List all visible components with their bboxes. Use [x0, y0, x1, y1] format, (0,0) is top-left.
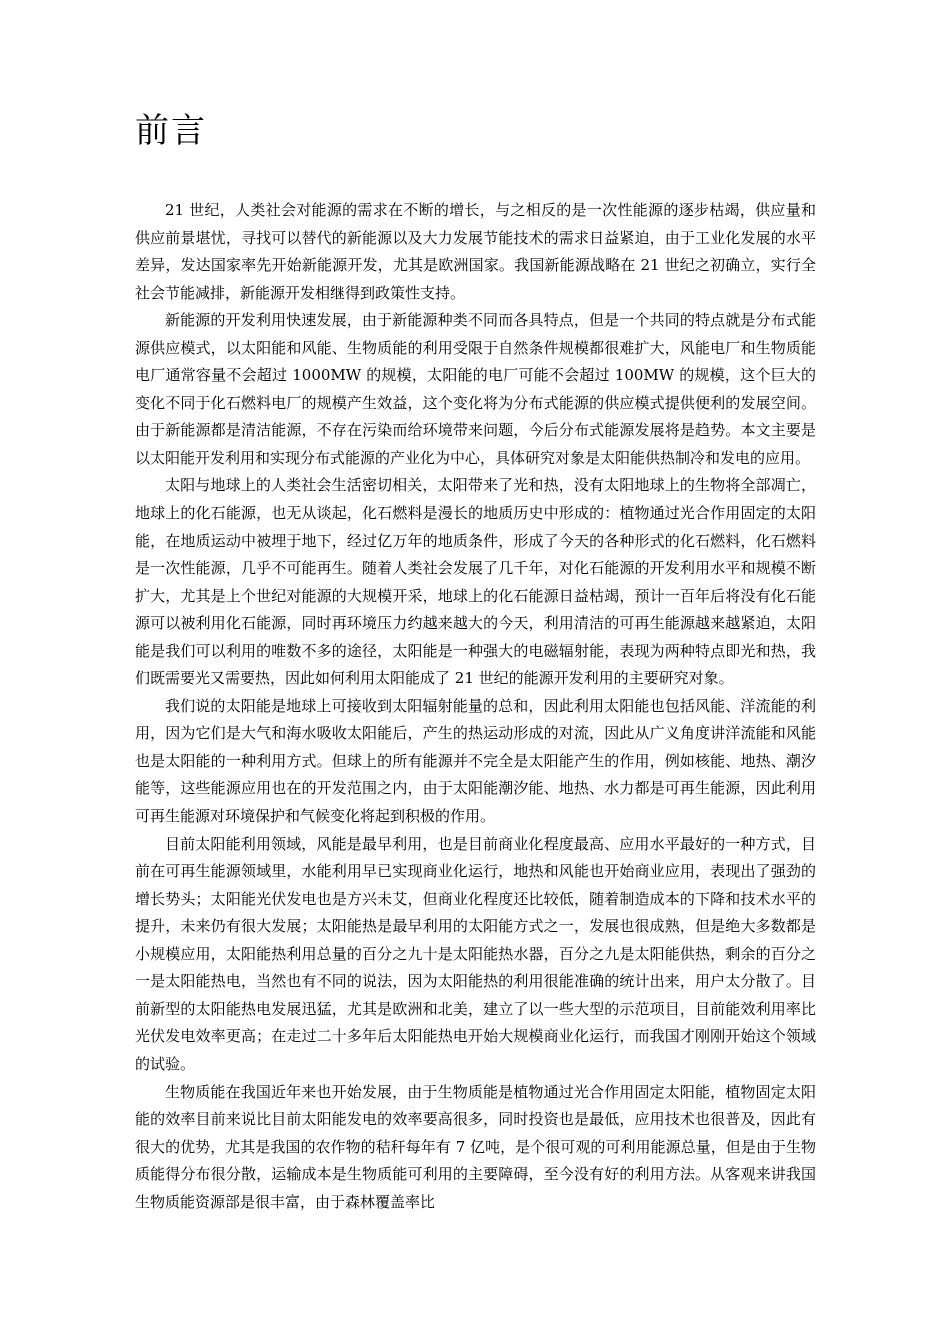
paragraph-5: 目前太阳能利用领域，风能是最早利用，也是目前商业化程度最高、应用水平最好的一种方式，目前在可再生能源领域里，水能利用早已实现商业化运行，地热和风能也开始商业应用，表现出了强劲的增长势头；太阳能光伏发电也是方兴未艾，但商业化程度还比较低，随着制造成本的下降和技术水平的提升，未来仍有很大发展；太阳能热是最早利用的太阳能方式之一，发展也很成熟，但是绝大多数都是小规模应用，太阳能热利用总量的百分之九十是太阳能热水器，百分之九是太阳能供热，剩余的百分之一是太阳能热电，当然也有不同的说法，因为太阳能热的利用很能准确的统计出来，用户太分散了。目前新型的太阳能热电发展迅猛，尤其是欧洲和北美，建立了以一些大型的示范项目，目前能效利用率比光伏发电效率更高；在走过二十多年后太阳能热电开始大规模商业化运行，而我国才刚刚开始这个领域的试验。 [135, 834, 816, 1073]
paragraph-3: 太阳与地球上的人类社会生活密切相关，太阳带来了光和热，没有太阳地球上的生物将全部凋亡，地球上的化石能源，也无从谈起，化石燃料是漫长的地质历史中形成的：植物通过光合作用固定的太阳能，在地质运动中被埋于地下，经过亿万年的地质条件，形成了今天的各种形式的化石燃料，化石燃料是一次性能源，几乎不可能再生。随着人类社会发展了几千年，对化石能源的开发利用水平和规模不断扩大，尤其是上个世纪对能源的大规模开采，地球上的化石能源日益枯竭，预计一百年后将没有化石能源可以被利用化石能源，同时再环境压力约越来越大的今天，利用清洁的可再生能源越来越紧迫，太阳能是我们可以利用的唯数不多的途径，太阳能是一种强大的电磁辐射能，表现为两种特点即光和热，我们既需要光又需要热，因此如何利用太阳能成了 21 世纪的能源开发利用的主要研究对象。 [135, 476, 816, 688]
paragraph-6: 生物质能在我国近年来也开始发展，由于生物质能是植物通过光合作用固定太阳能，植物固定太阳能的效率目前来说比目前太阳能发电的效率要高很多，同时投资也是最低，应用技术也很普及，因此有很大的优势，尤其是我国的农作物的秸秆每年有 7 亿吨，是个很可观的可利用能源总量，但是由于生物质能得分布很分散，运输成本是生物质能可利用的主要障碍，至今没有好的利用方法。从客观来讲我国生物质能资源部是很丰富，由于森林覆盖率比 [135, 1082, 816, 1211]
paragraph-2: 新能源的开发利用快速发展，由于新能源种类不同而各具特点，但是一个共同的特点就是分布式能源供应模式，以太阳能和风能、生物质能的利用受限于自然条件规模都很难扩大，风能电厂和生物质能电厂通常容量不会超过 1000MW 的规模，太阳能的电厂可能不会超过 100MW 的规模，这个巨大的变化不同于化石燃料电厂的规模产生效益，这个变化将为分布式能源的供应模式提供便利的发展空间。由于新能源都是清洁能源，不存在污染而给环境带来问题，今后分布式能源发展将是趋势。本文主要是以太阳能开发利用和实现分布式能源的产业化为中心，具体研究对象是太阳能供热制冷和发电的应用。 [135, 311, 816, 467]
page-title: 前言 [135, 111, 207, 151]
paragraph-4: 我们说的太阳能是地球上可接收到太阳辐射能量的总和，因此利用太阳能也包括风能、洋流能的利用，因为它们是大气和海水吸收太阳能后，产生的热运动形成的对流，因此从广义角度讲洋流能和风能也是太阳能的一种利用方式。但球上的所有能源并不完全是太阳能产生的作用，例如核能、地热、潮汐能等，这些能源应用也在的开发范围之内，由于太阳能潮汐能、地热、水力都是可再生能源，因此利用可再生能源对环境保护和气候变化将起到积极的作用。 [135, 696, 816, 826]
paragraph-1: 21 世纪，人类社会对能源的需求在不断的增长，与之相反的是一次性能源的逐步枯竭，供应量和供应前景堪忧，寻找可以替代的新能源以及大力发展节能技术的需求日益紧迫，由于工业化发展的水平差异，发达国家率先开始新能源开发，尤其是欧洲国家。我国新能源战略在 21 世纪之初确立，实行全社会节能减排，新能源开发相继得到政策性支持。 [135, 201, 816, 302]
document-body [135, 197, 816, 1216]
